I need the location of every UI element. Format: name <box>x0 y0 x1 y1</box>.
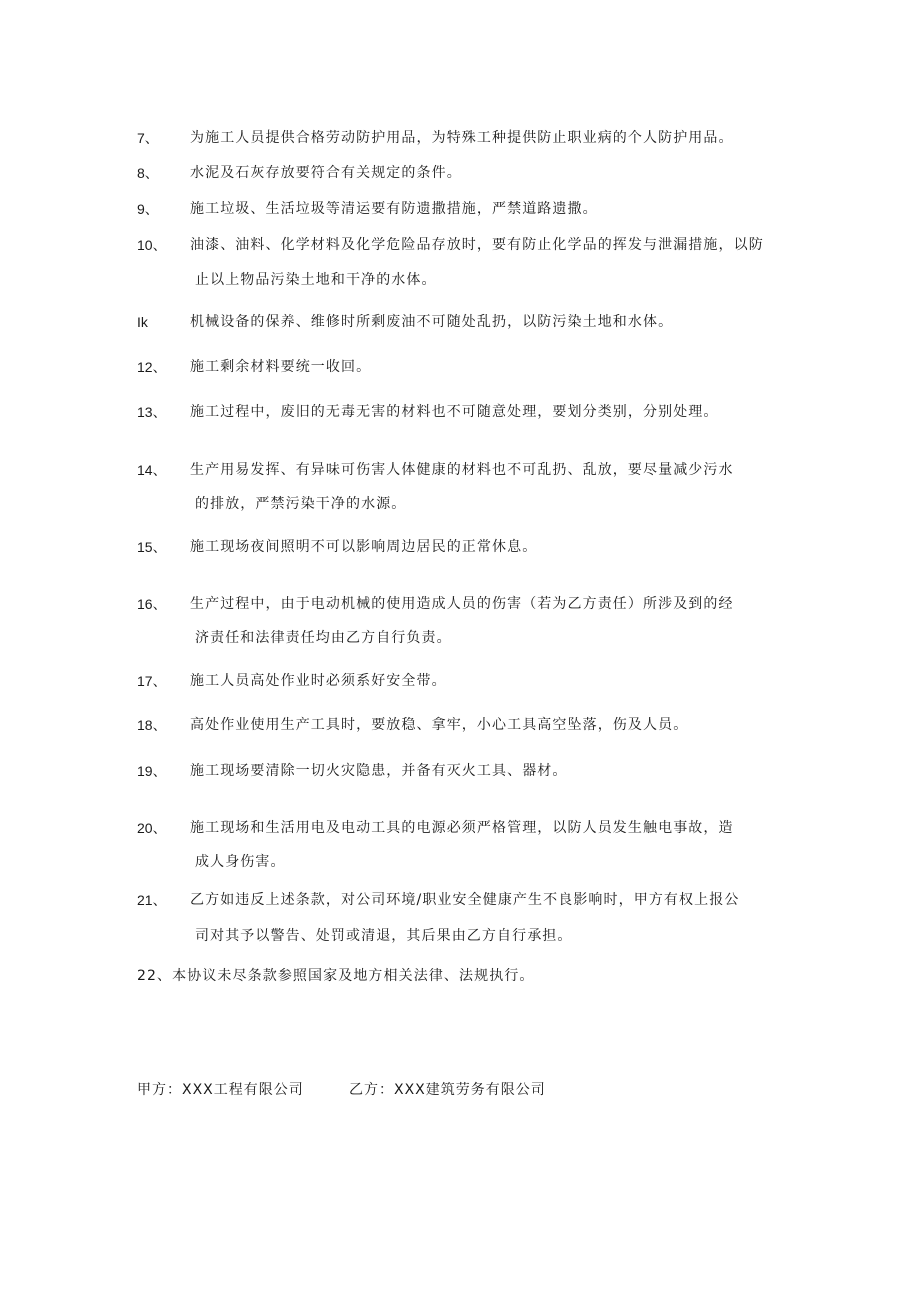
clause-text-continuation: 的排放，严禁污染干净的水源。 <box>195 496 407 512</box>
clause-number: 14、 <box>137 462 167 478</box>
clause-text-continuation: 成人身伤害。 <box>195 854 286 870</box>
clause-text: 施工过程中，废旧的无毒无害的材料也不可随意处理，要划分类别，分别处理。 <box>190 404 719 420</box>
clause-number: 19、 <box>137 763 167 779</box>
clause-text-continuation: 济责任和法律责任均由乙方自行负责。 <box>195 630 452 646</box>
clause-number: 9、 <box>137 201 159 217</box>
clause-text: 高处作业使用生产工具时，要放稳、拿牢，小心工具高空坠落，伤及人员。 <box>190 717 689 733</box>
clause-text: 施工现场夜间照明不可以影响周边居民的正常休息。 <box>190 539 538 555</box>
clause-text: 机械设备的保养、维修时所剩废油不可随处乱扔，以防污染土地和水体。 <box>190 314 674 330</box>
clause-text: 施工垃圾、生活垃圾等清运要有防遗撒措施，严禁道路遗撒。 <box>190 201 598 217</box>
clause-22: 22、本协议未尽条款参照国家及地方相关法律、法规执行。 <box>137 968 535 984</box>
party-b-signature: 乙方：XXX建筑劳务有限公司 <box>349 1082 546 1098</box>
clause-number: 7、 <box>137 130 159 146</box>
clause-text: 油漆、油料、化学材料及化学危险品存放时，要有防止化学品的挥发与泄漏措施，以防 <box>190 237 764 253</box>
clause-number: 16、 <box>137 596 167 612</box>
clause-number: 21、 <box>137 892 167 908</box>
clause-number: 18、 <box>137 717 167 733</box>
clause-number: 20、 <box>137 820 167 836</box>
clause-number: 17、 <box>137 673 167 689</box>
clause-number: 12、 <box>137 359 167 375</box>
clause-text: 施工现场和生活用电及电动工具的电源必须严格管理，以防人员发生触电事故，造 <box>190 820 734 836</box>
party-a-signature: 甲方：XXX工程有限公司 <box>137 1082 304 1098</box>
clause-number: Ik <box>137 314 148 330</box>
clause-text: 施工剩余材料要统一收回。 <box>190 359 372 375</box>
clause-number: 10、 <box>137 237 167 253</box>
clause-text: 施工现场要清除一切火灾隐患，并备有灭火工具、器材。 <box>190 763 568 779</box>
clause-text: 施工人员高处作业时必须系好安全带。 <box>190 673 447 689</box>
clause-number: 15、 <box>137 539 167 555</box>
clause-number: 13、 <box>137 404 167 420</box>
clause-number: 8、 <box>137 165 159 181</box>
clause-text: 乙方如违反上述条款，对公司环境/职业安全健康产生不良影响时，甲方有权上报公 <box>190 892 740 908</box>
clause-text: 为施工人员提供合格劳动防护用品，为特殊工种提供防止职业病的个人防护用品。 <box>190 130 734 146</box>
clause-text-continuation: 司对其予以警告、处罚或清退，其后果由乙方自行承担。 <box>195 928 573 944</box>
clause-text-continuation: 止以上物品污染土地和干净的水体。 <box>195 272 437 288</box>
clause-text: 生产过程中，由于电动机械的使用造成人员的伤害（若为乙方责任）所涉及到的经 <box>190 596 734 612</box>
clause-text: 生产用易发挥、有异味可伤害人体健康的材料也不可乱扔、乱放，要尽量减少污水 <box>190 462 734 478</box>
clause-text: 水泥及石灰存放要符合有关规定的条件。 <box>190 165 462 181</box>
